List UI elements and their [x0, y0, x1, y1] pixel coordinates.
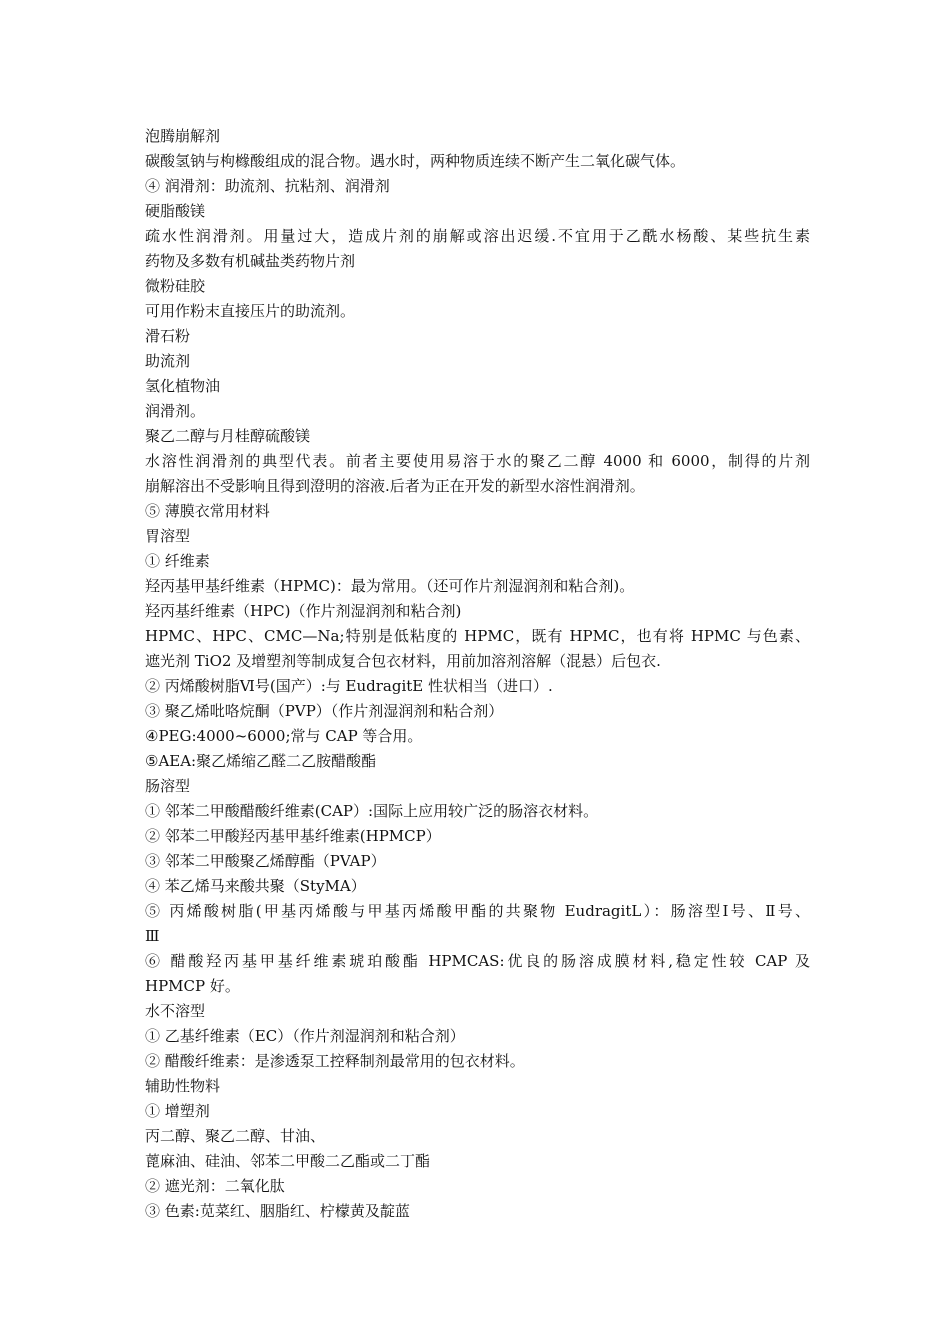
- text-line: ① 纤维素: [145, 552, 210, 570]
- text-line: 肠溶型: [145, 777, 191, 795]
- text-line: 辅助性物料: [145, 1077, 221, 1095]
- text-line: ③ 邻苯二甲酸聚乙烯醇酯（PVAP）: [145, 852, 386, 870]
- text-line: 水溶性润滑剂的典型代表。前者主要使用易溶于水的聚乙二醇 4000 和 6000，制得的片剂: [145, 452, 810, 470]
- text-line: ② 遮光剂：二氧化肽: [145, 1177, 285, 1195]
- text-line: 可用作粉末直接压片的助流剂。: [145, 302, 356, 320]
- text-line: ④ 苯乙烯马来酸共聚（StyMA）: [145, 877, 366, 895]
- text-line: ② 丙烯酸树脂Ⅵ号(国产）:与 EudragitE 性状相当（进口）.: [145, 677, 553, 695]
- text-line: Ⅲ: [145, 927, 160, 945]
- text-line: 崩解溶出不受影响且得到澄明的溶液.后者为正在开发的新型水溶性润滑剂。: [145, 477, 645, 495]
- text-line: ④ 润滑剂：助流剂、抗粘剂、润滑剂: [145, 177, 390, 195]
- text-line: 润滑剂。: [145, 402, 206, 420]
- text-line: ① 邻苯二甲酸醋酸纤维素(CAP）:国际上应用较广泛的肠溶衣材料。: [145, 802, 599, 820]
- text-line: 疏水性润滑剂。用量过大，造成片剂的崩解或溶出迟缓.不宜用于乙酰水杨酸、某些抗生素: [145, 227, 810, 245]
- text-line: HPMCP 好。: [145, 977, 240, 995]
- text-line: ⑥ 醋酸羟丙基甲基纤维素琥珀酸酯 HPMCAS:优良的肠溶成膜材料,稳定性较 CAP 及: [145, 952, 810, 970]
- text-line: ⑤ 薄膜衣常用材料: [145, 502, 270, 520]
- text-line: 微粉硅胶: [145, 277, 206, 295]
- text-line: ④PEG:4000~6000;常与 CAP 等合用。: [145, 727, 423, 745]
- document-body: [145, 124, 810, 1224]
- text-line: 羟丙基纤维素（HPC)（作片剂湿润剂和粘合剂): [145, 602, 462, 620]
- text-line: 蓖麻油、硅油、邻苯二甲酸二乙酯或二丁酯: [145, 1152, 431, 1170]
- text-line: 助流剂: [145, 352, 191, 370]
- text-line: ⑤AEA:聚乙烯缩乙醛二乙胺醋酸酯: [145, 752, 377, 770]
- text-line: 碳酸氢钠与枸橼酸组成的混合物。遇水时，两种物质连续不断产生二氧化碳气体。: [145, 152, 686, 170]
- text-line: 滑石粉: [145, 327, 191, 345]
- text-line: 胃溶型: [145, 527, 191, 545]
- text-line: ③ 色素:苋菜红、胭脂红、柠檬黄及靛蓝: [145, 1202, 410, 1220]
- text-line: 聚乙二醇与月桂醇硫酸镁: [145, 427, 311, 445]
- text-line: ② 邻苯二甲酸羟丙基甲基纤维素(HPMCP）: [145, 827, 441, 845]
- text-line: ③ 聚乙烯吡咯烷酮（PVP）（作片剂湿润剂和粘合剂）: [145, 702, 504, 720]
- text-line: HPMC、HPC、CMC—Na;特别是低粘度的 HPMC，既有 HPMC，也有将 HPMC 与色素、: [145, 627, 810, 645]
- text-line: ① 增塑剂: [145, 1102, 210, 1120]
- text-line: ⑤ 丙烯酸树脂(甲基丙烯酸与甲基丙烯酸甲酯的共聚物 EudragitL）：肠溶型Ⅰ号、Ⅱ号、: [145, 902, 810, 920]
- text-line: ② 醋酸纤维素：是渗透泵工控释制剂最常用的包衣材料。: [145, 1052, 525, 1070]
- text-line: 硬脂酸镁: [145, 202, 206, 220]
- text-line: 丙二醇、聚乙二醇、甘油、: [145, 1127, 326, 1145]
- text-line: 羟丙基甲基纤维素（HPMC)：最为常用。（还可作片剂湿润剂和粘合剂)。: [145, 577, 635, 595]
- text-line: 水不溶型: [145, 1002, 206, 1020]
- text-line: 药物及多数有机碱盐类药物片剂: [145, 252, 356, 270]
- text-line: 氢化植物油: [145, 377, 221, 395]
- text-line: 遮光剂 TiO2 及增塑剂等制成复合包衣材料，用前加溶剂溶解（混悬）后包衣.: [145, 652, 661, 670]
- text-line: ① 乙基纤维素（EC）（作片剂湿润剂和粘合剂）: [145, 1027, 465, 1045]
- text-line: 泡腾崩解剂: [145, 127, 221, 145]
